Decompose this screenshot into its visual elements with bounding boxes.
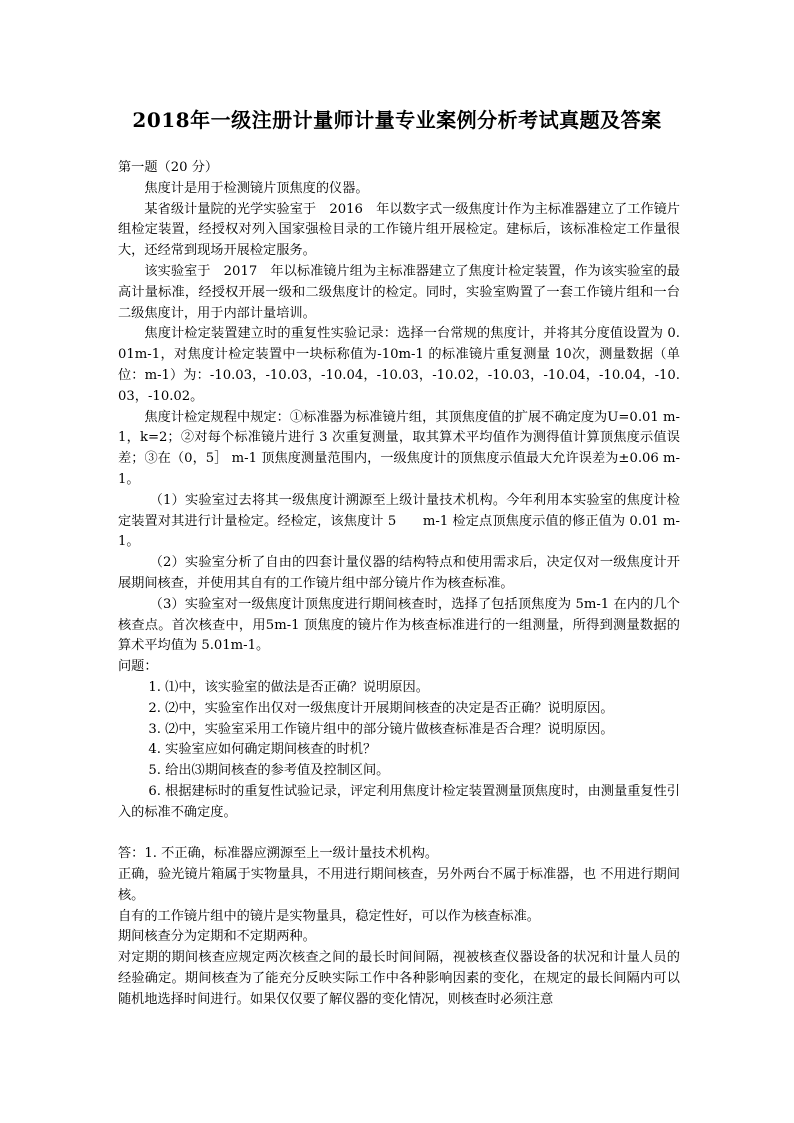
answer-line: 自有的工作镜片组中的镜片是实物量具，稳定性好，可以作为核查标准。 [118, 908, 540, 924]
scenario-item: （2）实验室分析了自由的四套计量仪器的结构特点和使用需求后，决定仅对一级焦度计开展期间核查，并使用其自有的工作镜片组中部分镜片作为核查标准。 [118, 555, 680, 591]
paragraph: 焦度计检定规程中规定：①标准器为标准镜片组，其顶焦度值的扩展不确定度为U=0.01 m-1，k=2；②对每个标准镜片进行 3 次重复测量，取其算术平均值作为测得值计算顶焦度示值误差；③在（0，5］ m-1 顶焦度测量范围内，一级焦度计的顶焦度示值最大允许误差为±0.06 m-1。 [118, 409, 680, 487]
answer-line: 期间核查分为定期和不定期两种。 [118, 929, 316, 945]
question-item: 6. 根据建标时的重复性试验记录，评定利用焦度计检定装置测量顶焦度时，由测量重复性引入的标准不确定度。 [118, 783, 680, 820]
question-item: 2. ⑵中，实验室作出仅对一级焦度计开展期间核查的决定是否正确？说明原因。 [148, 700, 614, 716]
answer-line: 正确，验光镜片箱属于实物量具，不用进行期间核查，另外两台不属于标准器，也 不用进行期间核。 [118, 867, 680, 903]
question-item: 1. ⑴中，该实验室的做法是否正确？说明原因。 [148, 679, 429, 695]
scenario-item: （1）实验室过去将其一级焦度计溯源至上级计量技术机构。今年利用本实验室的焦度计检定装置对其进行计量检定。经检定，该焦度计 5 m-1 检定点顶焦度示值的修正值为 0.01 m-1。 [118, 492, 680, 550]
paragraph: 焦度计检定装置建立时的重复性实验记录：选择一台常规的焦度计，并将其分度值设置为 0.01m-1，对焦度计检定装置中一块标称值为-10m-1 的标准镜片重复测量 10次，测量数据（单位：m-1）为：-10.03，-10.03，-10.04，-10.03，-10.02，-10.03，-10.04，-10.04，-10.03，-10.02。 [118, 326, 680, 404]
spacer [118, 824, 680, 845]
question-item: 4. 实验室应如何确定期间核查的时机？ [148, 742, 377, 758]
questions-label: 问题： [118, 659, 158, 675]
question-item: 3. ⑵中，实验室采用工作镜片组中的部分镜片做核查标准是否合理？说明原因。 [148, 721, 614, 737]
paragraph: 该实验室于 2017 年以标准镜片组为主标准器建立了焦度计检定装置，作为该实验室的最高计量标准，经授权开展一级和二级焦度计的检定。同时，实验室购置了一套工作镜片组和一台二级焦度计，用于内部计量培训。 [118, 263, 680, 321]
question-item: 5. 给出⑶期间核查的参考值及控制区间。 [148, 763, 390, 779]
paragraph: 某省级计量院的光学实验室于 2016 年以数字式一级焦度计作为主标准器建立了工作镜片组检定装置，经授权对列入国家强检目录的工作镜片组开展检定。建标后，该标准检定工作量很大，还经常到现场开展检定服务。 [118, 201, 680, 259]
scenario-item: （3）实验室对一级焦度计顶焦度进行期间核查时，选择了包括顶焦度为 5m-1 在内的几个核查点。首次核查中，用5m-1 顶焦度的镜片作为核查标准进行的一组测量，所得到测量数据的算术平均值为 5.01m-1。 [118, 596, 680, 654]
answer-line: 答：1. 不正确，标准器应溯源至上一级计量技术机构。 [118, 846, 439, 862]
answer-line: 对定期的期间核查应规定两次核查之间的最长时间间隔，视被核查仪器设备的状况和计量人员的经验确定。期间核查为了能充分反映实际工作中各种影响因素的变化，在规定的最长间隔内可以随机地选择时间进行。如果仅仅要了解仪器的变化情况，则核查时必须注意 [118, 950, 680, 1007]
document-body [118, 158, 680, 1011]
section-heading: 第一题（20 分） [118, 160, 219, 175]
paragraph: 焦度计是用于检测镜片顶焦度的仪器。 [144, 180, 369, 196]
document-title: 2018年一级注册计量师计量专业案例分析考试真题及答案 [132, 108, 662, 132]
